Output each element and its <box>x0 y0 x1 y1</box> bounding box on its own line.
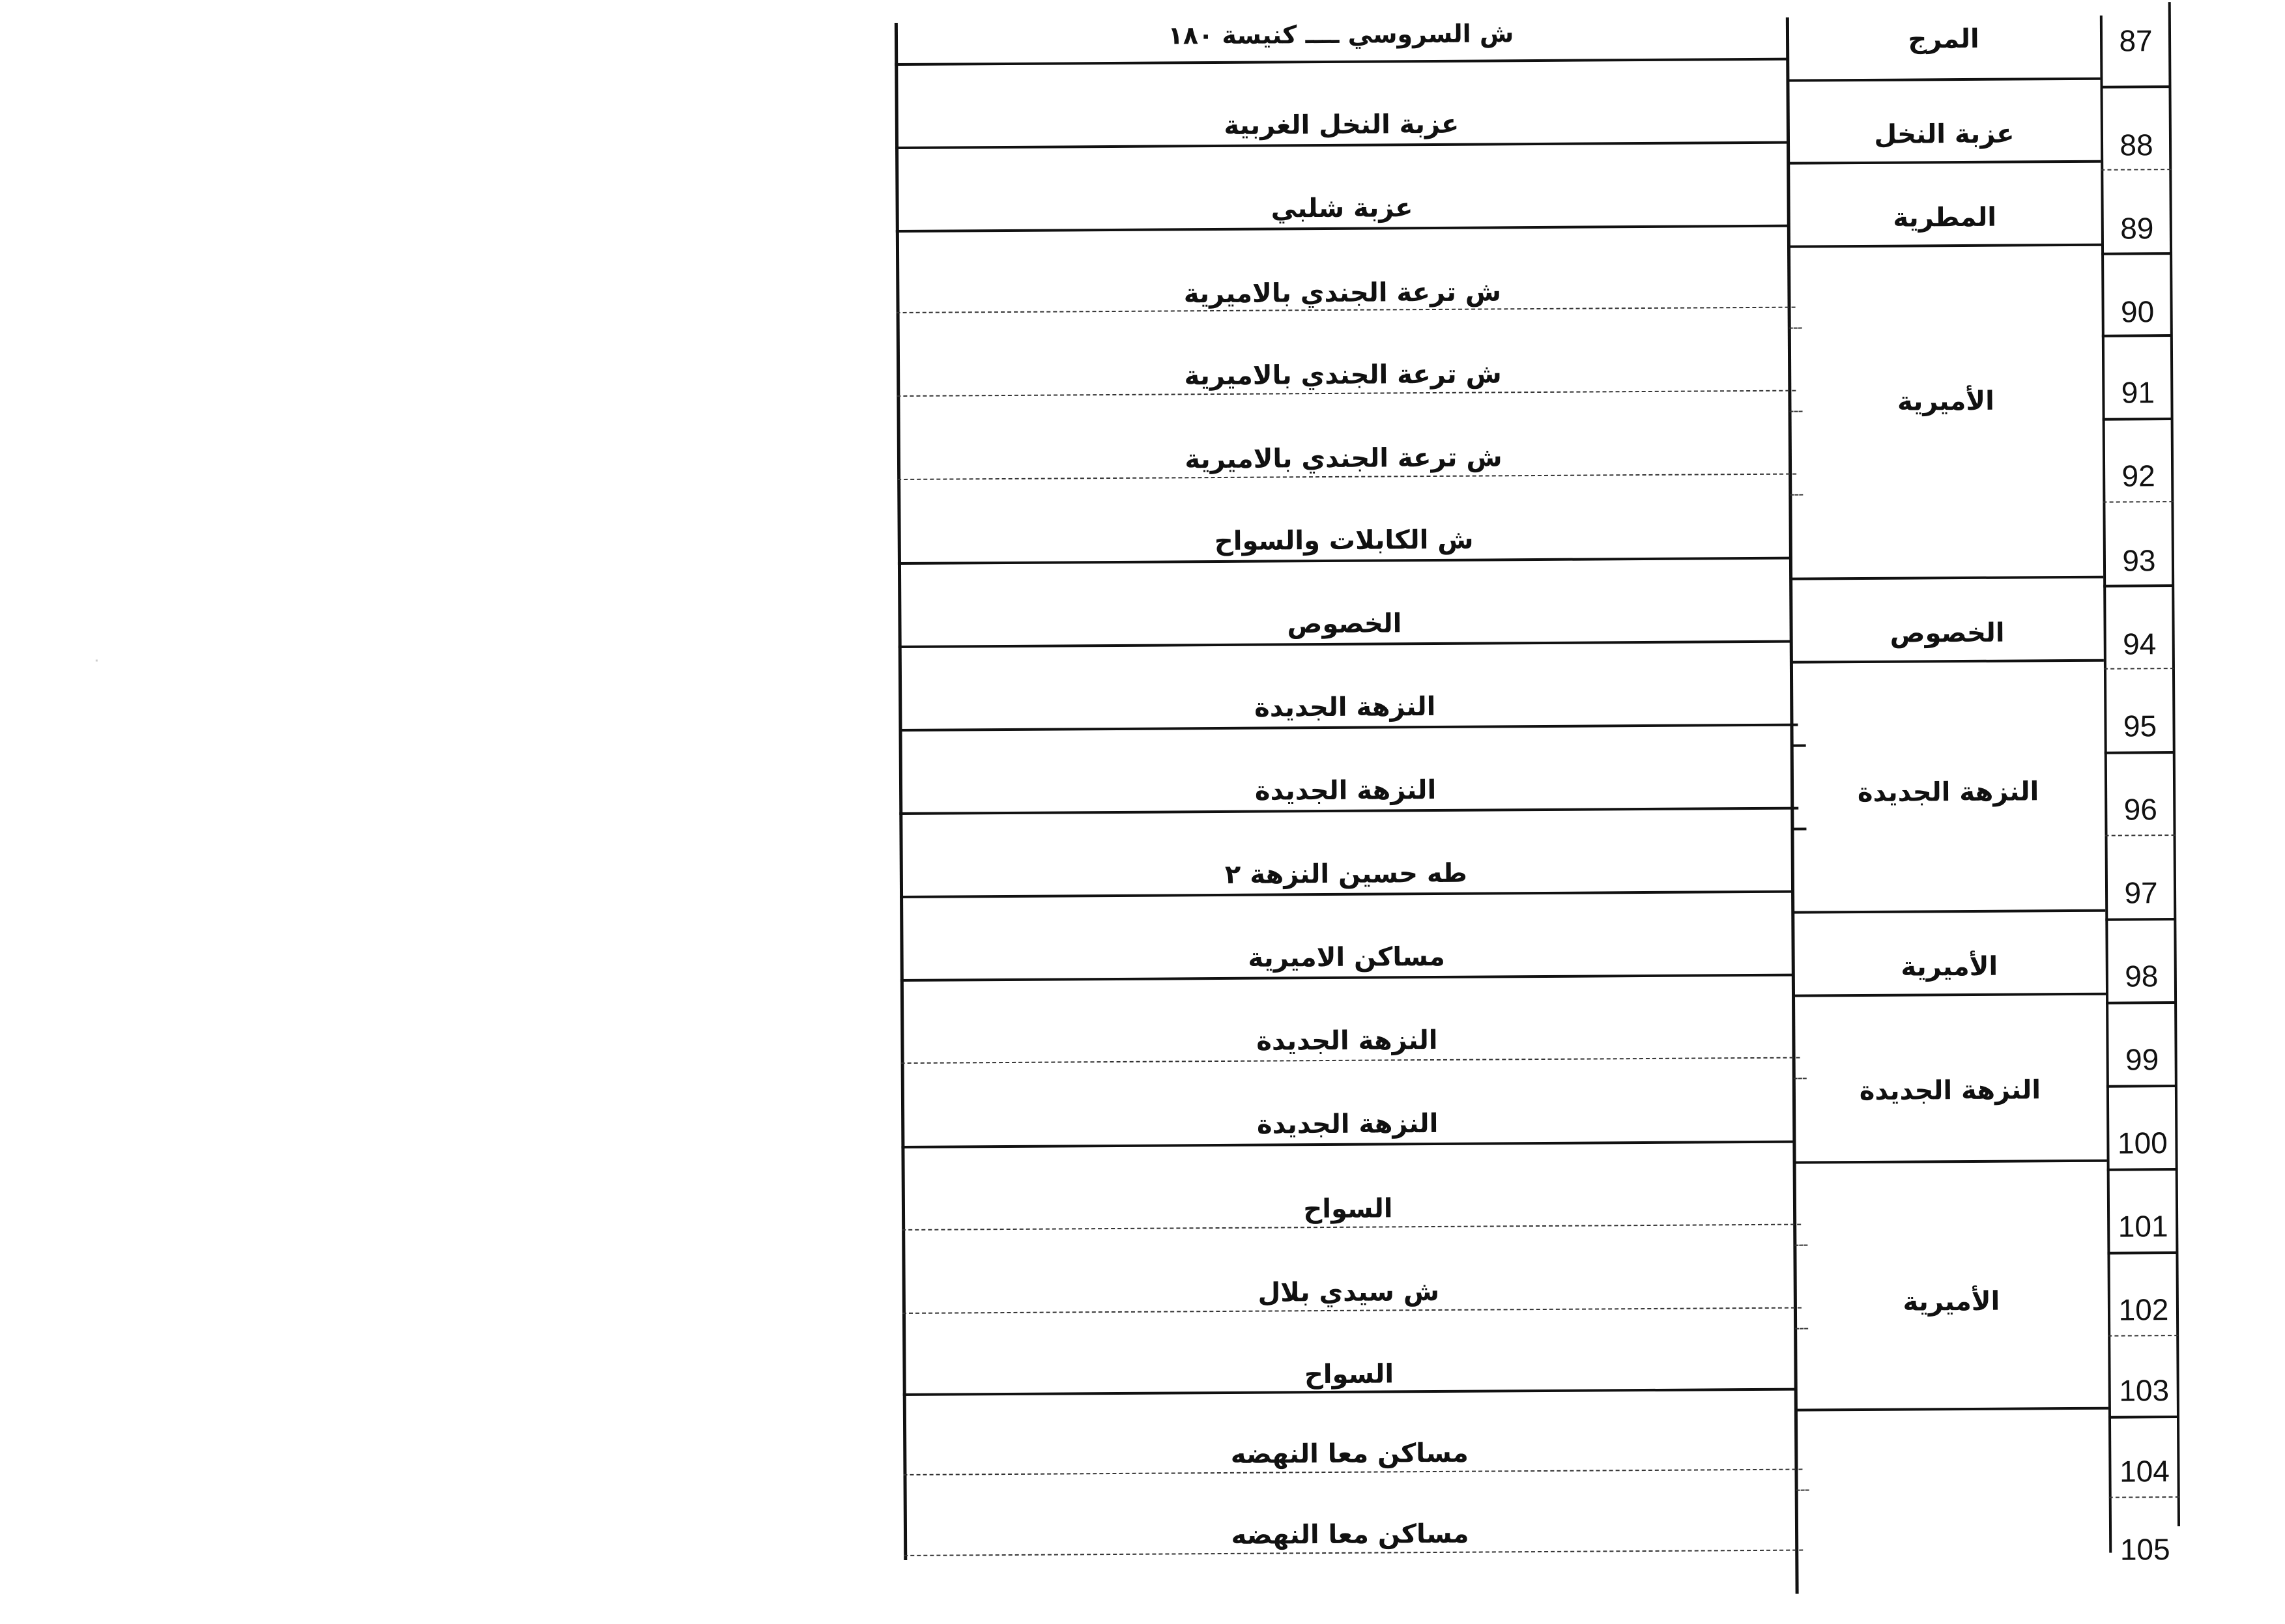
number-cell: 99 <box>2125 1042 2159 1077</box>
number-cell: 102 <box>2118 1292 2169 1327</box>
table-row <box>895 15 2172 81</box>
area-cell: عزبة النخل <box>1874 119 2015 150</box>
number-box-top <box>2106 1001 2176 1004</box>
number-separator <box>2103 501 2173 503</box>
address-cell: ش ترعة الجندي بالاميرية <box>1184 359 1502 392</box>
row-separator <box>1792 745 1806 747</box>
addresses-table <box>895 15 2181 1567</box>
number-cell: 101 <box>2118 1209 2168 1244</box>
table-row <box>898 584 2175 661</box>
table-row <box>900 1001 2177 1077</box>
number-cell: 92 <box>2121 459 2155 493</box>
row-separator <box>1794 1160 2107 1164</box>
area-cell-merged: الأميرية <box>1903 1286 2000 1317</box>
address-cell: ش ترعة الجندي بالاميرية <box>1183 277 1502 309</box>
address-cell: النزهة الجديدة <box>1254 691 1436 723</box>
row-separator <box>1787 78 2100 82</box>
address-cell: مساكن معا النهضه <box>1231 1518 1469 1550</box>
row-separator-dashed <box>1794 1245 1807 1246</box>
row-separator <box>1792 828 1806 831</box>
number-cell: 100 <box>2117 1126 2168 1160</box>
row-separator <box>901 1141 1794 1148</box>
area-cell: الخصوص <box>1890 618 2005 649</box>
number-separator <box>2104 668 2174 670</box>
table-row <box>895 87 2172 162</box>
number-cell: 98 <box>2125 959 2159 993</box>
address-cell: السواح <box>1303 1193 1393 1225</box>
number-cell: 95 <box>2123 709 2157 743</box>
number-cell: 93 <box>2122 543 2156 578</box>
number-cell: 105 <box>2120 1532 2170 1567</box>
row-separator-dashed <box>901 1057 1800 1064</box>
number-box-top <box>2106 1085 2177 1088</box>
number-separator <box>2105 834 2176 836</box>
address-cell: النزهة الجديدة <box>1254 775 1437 806</box>
row-separator <box>900 890 1792 898</box>
row-separator <box>898 724 1798 732</box>
number-cell: 97 <box>2124 876 2158 910</box>
row-separator <box>1789 244 2101 248</box>
number-cell: 87 <box>2119 23 2153 58</box>
row-separator <box>899 807 1798 815</box>
table-row <box>904 1496 2181 1567</box>
area-cell: المطرية <box>1893 202 1997 233</box>
area-cell: المرج <box>1908 23 1979 55</box>
address-cell: ش السروسي ــــ كنيسة ١٨٠ <box>1168 19 1514 50</box>
area-cell-merged: النزهة الجديدة <box>1857 776 2039 808</box>
row-separator <box>1793 993 2106 997</box>
address-cell: النزهة الجديدة <box>1256 1108 1439 1140</box>
number-box-top <box>2103 418 2173 421</box>
area-cell: الأميرية <box>1901 951 1998 982</box>
row-separator-dashed <box>1790 494 1803 496</box>
address-cell: الخصوص <box>1287 608 1402 640</box>
number-cell: 91 <box>2121 375 2155 410</box>
number-box-top <box>2105 751 2175 754</box>
address-cell: عزبة شلبي <box>1271 193 1413 224</box>
number-box-top <box>2103 584 2174 588</box>
table-row <box>903 1416 2180 1489</box>
number-separator <box>2108 1335 2178 1337</box>
address-cell: عزبة النخل الغربية <box>1224 109 1459 141</box>
row-separator-dashed <box>1790 411 1803 412</box>
number-separator <box>2109 1496 2179 1498</box>
table-row <box>902 1335 2179 1408</box>
number-box-top <box>2105 918 2176 921</box>
table-row <box>897 418 2174 493</box>
row-separator-dashed <box>1794 1078 1807 1079</box>
address-cell: ش الكابلات والسواح <box>1214 524 1474 557</box>
row-separator <box>1791 659 2104 664</box>
row-separator-dashed <box>1795 1328 1808 1330</box>
table-row <box>897 501 2174 578</box>
row-separator <box>895 141 1788 149</box>
number-box-top <box>2101 252 2172 255</box>
address-cell: ش سيدي بلال <box>1257 1276 1440 1308</box>
address-cell: مساكن معا النهضه <box>1230 1438 1469 1470</box>
number-box-top <box>2107 1251 2177 1255</box>
area-cell-merged: الأميرية <box>1897 386 1994 417</box>
number-box-top <box>2102 334 2172 337</box>
number-box-top <box>2107 1168 2177 1171</box>
table-row <box>902 1168 2179 1244</box>
row-separator <box>1792 909 2105 914</box>
row-separator <box>1790 576 2103 580</box>
address-cell: النزهة الجديدة <box>1256 1025 1438 1057</box>
row-separator-dashed <box>1796 1489 1809 1490</box>
number-cell: 88 <box>2120 128 2153 162</box>
table-row <box>895 169 2172 246</box>
area-cell-merged: النزهة الجديدة <box>1859 1075 2041 1107</box>
column-divider-number <box>2100 16 2112 1553</box>
number-cell: 104 <box>2119 1454 2170 1489</box>
address-cell: السواح <box>1304 1359 1394 1390</box>
number-box-top <box>2100 85 2170 89</box>
address-cell: مساكن الاميرية <box>1248 941 1445 973</box>
row-separator <box>896 225 1789 233</box>
number-box-top <box>2108 1416 2179 1419</box>
table-row <box>899 751 2176 827</box>
number-cell: 89 <box>2120 211 2154 246</box>
number-cell: 96 <box>2123 792 2158 827</box>
table-row <box>900 918 2177 993</box>
row-separator-dashed <box>1789 328 1802 329</box>
row-separator <box>1796 1407 2108 1412</box>
row-separator <box>898 640 1791 648</box>
row-separator <box>898 557 1790 565</box>
table-row <box>896 252 2173 329</box>
address-cell: طه حسين النزهة ٢ <box>1224 858 1467 890</box>
table-row <box>898 668 2176 743</box>
address-cell: ش ترعة الجندي بالاميرية <box>1185 442 1502 475</box>
row-separator <box>900 974 1793 982</box>
number-cell: 90 <box>2120 294 2155 329</box>
scan-speck <box>96 660 98 662</box>
table-row <box>900 834 2177 910</box>
number-cell: 94 <box>2122 627 2157 661</box>
row-separator <box>1788 160 2101 165</box>
number-cell: 103 <box>2119 1373 2170 1408</box>
number-separator <box>2101 169 2171 171</box>
